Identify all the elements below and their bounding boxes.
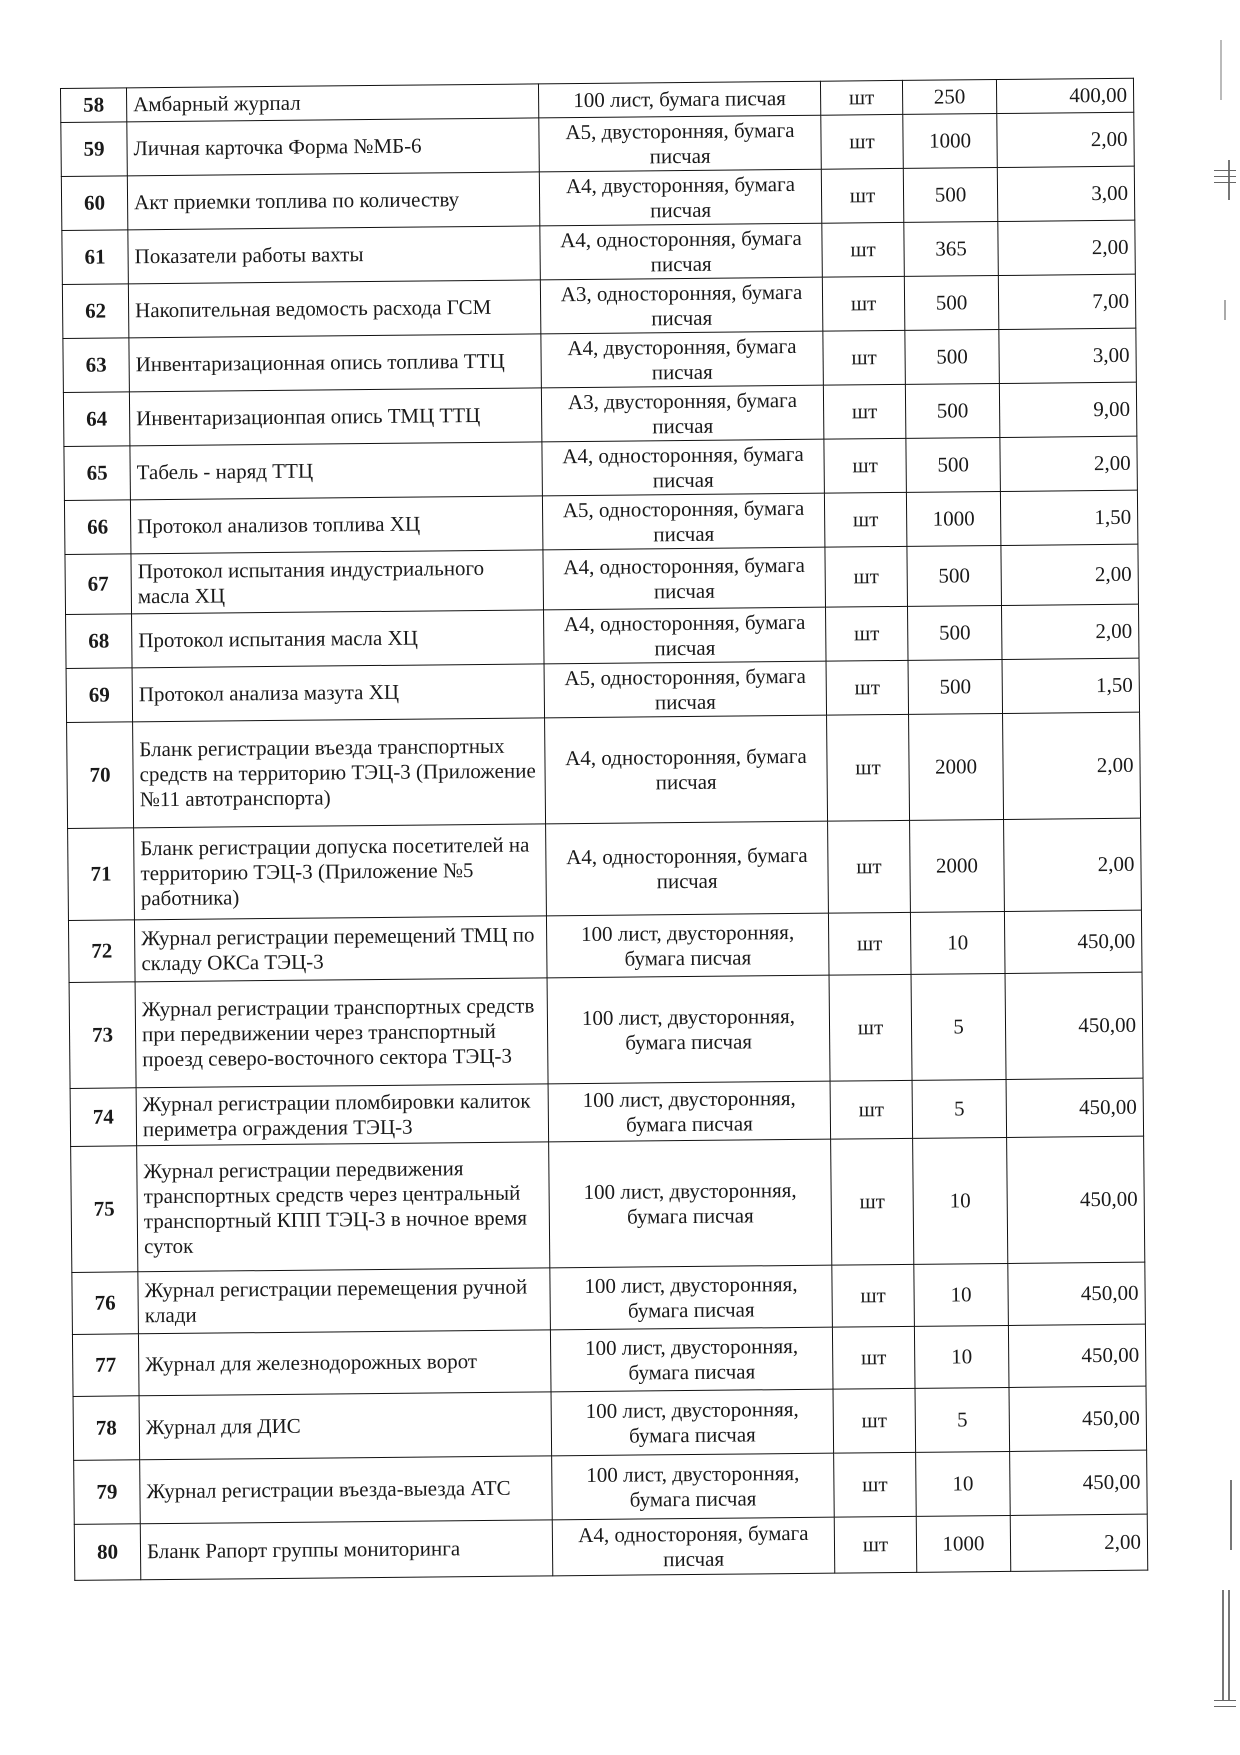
table-row <box>71 1136 1145 1272</box>
item-unit: шт <box>826 660 909 715</box>
item-name: Личная карточка Форма №МБ-6 <box>127 118 539 176</box>
table-row <box>73 1386 1147 1460</box>
row-number: 73 <box>69 982 136 1089</box>
item-unit: шт <box>830 1080 913 1139</box>
item-description: А5, двусторонняя, бумага писчая <box>539 115 822 172</box>
item-quantity: 500 <box>905 383 1000 438</box>
item-price: 450,00 <box>1009 1386 1147 1451</box>
item-name: Инвентаризационпая опись ТМЦ ТТЦ <box>129 388 541 446</box>
row-number: 62 <box>62 284 129 339</box>
table-row <box>72 1324 1146 1396</box>
item-quantity: 250 <box>902 80 996 115</box>
item-quantity: 5 <box>911 973 1006 1080</box>
item-description: 100 лист, двусторонняя, бумага писчая <box>548 1081 831 1142</box>
item-quantity: 10 <box>910 911 1005 974</box>
row-number: 76 <box>72 1272 139 1335</box>
item-quantity: 2000 <box>910 819 1005 912</box>
row-number: 68 <box>66 614 133 669</box>
item-description: 100 лист, двусторонняя, бумага писчая <box>551 1389 834 1456</box>
item-quantity: 5 <box>915 1387 1010 1452</box>
item-description: А5, односторонняя, бумага писчая <box>542 493 825 550</box>
item-description: 100 лист, двусторонняя, бумага писчая <box>547 975 830 1084</box>
row-number: 59 <box>61 122 128 177</box>
row-number: 60 <box>61 176 128 231</box>
table-row <box>68 818 1142 920</box>
item-price: 450,00 <box>1005 972 1143 1079</box>
item-name: Акт приемки топлива по количеству <box>127 172 539 230</box>
item-name: Журнал регистрации въезда-выезда АТС <box>140 1456 553 1524</box>
table-row <box>72 1262 1146 1334</box>
item-price: 2,00 <box>1004 818 1142 911</box>
item-description: А4, односторонняя, бумага писчая <box>544 607 827 664</box>
item-price: 2,00 <box>1010 1514 1148 1571</box>
item-price: 450,00 <box>1008 1262 1146 1325</box>
row-number: 61 <box>62 230 129 285</box>
item-name: Инвентаризационная опись топлива ТТЦ <box>129 334 541 392</box>
item-unit: шт <box>822 222 905 277</box>
item-unit: шт <box>831 1138 914 1265</box>
row-number: 77 <box>72 1334 139 1397</box>
item-price: 2,00 <box>1001 604 1139 659</box>
item-name: Журнал регистрации перемещений ТМЦ по складу ОКСа ТЭЦ-3 <box>134 916 547 982</box>
item-unit: шт <box>821 114 904 169</box>
table-row <box>74 1450 1148 1524</box>
item-name: Накопительная ведомость расхода ГСМ <box>128 280 540 338</box>
item-quantity: 500 <box>903 168 998 223</box>
item-quantity: 10 <box>914 1325 1009 1388</box>
item-quantity: 10 <box>916 1451 1011 1516</box>
item-unit: шт <box>834 1516 917 1573</box>
item-quantity: 1000 <box>903 114 998 169</box>
table-row <box>69 972 1143 1088</box>
table-row <box>70 1078 1144 1146</box>
item-name: Журнал регистрации передвижения транспортных средств через центральный транспортный КПП ТЭЦ-3 в ночное время суток <box>137 1142 550 1272</box>
item-price: 450,00 <box>1007 1136 1145 1263</box>
item-price: 450,00 <box>1006 1078 1144 1137</box>
item-description: А4, односторонняя, бумага писчая <box>543 547 826 610</box>
item-name: Журнал регистрации перемещения ручной клади <box>138 1268 551 1334</box>
item-description: 100 лист, двусторонняя, бумага писчая <box>549 1139 832 1268</box>
row-number: 69 <box>66 668 133 723</box>
item-unit: шт <box>821 168 904 223</box>
item-quantity: 5 <box>912 1079 1007 1138</box>
item-description: А4, односторонняя, бумага писчая <box>542 439 825 496</box>
item-unit: шт <box>832 1264 915 1327</box>
item-price: 450,00 <box>1004 910 1142 973</box>
item-description: 100 лист, двусторонняя, бумага писчая <box>550 1327 833 1392</box>
row-number: 63 <box>63 338 130 393</box>
row-number: 58 <box>60 88 126 123</box>
item-unit: шт <box>828 820 911 913</box>
item-description: А4, односторонняя, бумага писчая <box>546 821 829 916</box>
item-quantity: 1000 <box>906 491 1001 546</box>
item-name: Протокол анализа мазута ХЦ <box>132 664 544 722</box>
row-number: 78 <box>73 1396 140 1461</box>
item-quantity: 500 <box>904 276 999 331</box>
row-number: 74 <box>70 1088 137 1147</box>
item-price: 3,00 <box>999 328 1137 383</box>
item-name: Бланк Рапорт группы мониторинга <box>140 1520 553 1580</box>
row-number: 70 <box>67 722 134 829</box>
row-number: 67 <box>65 554 132 615</box>
item-quantity: 365 <box>904 222 999 277</box>
item-name: Амбарный журпал <box>126 84 538 122</box>
item-name: Бланк регистрации допуска посетителей на территорию ТЭЦ-3 (Приложение №5 работника) <box>134 824 547 920</box>
row-number: 75 <box>71 1146 138 1273</box>
item-name: Протокол анализов топлива ХЦ <box>130 496 542 554</box>
row-number: 80 <box>74 1524 141 1581</box>
item-name: Протокол испытания индустриального масла ХЦ <box>131 550 544 614</box>
item-name: Журнал для железнодорожных ворот <box>138 1330 551 1396</box>
item-quantity: 10 <box>914 1263 1009 1326</box>
item-description: А4, двусторонняя, бумага писчая <box>539 169 822 226</box>
item-name: Бланк регистрации въезда транспортных средств на территорию ТЭЦ-3 (Приложение №11 автотранспорта) <box>133 718 546 828</box>
item-name: Журнал для ДИС <box>139 1392 552 1460</box>
row-number: 66 <box>64 500 131 555</box>
items-table <box>60 78 1148 1581</box>
item-price: 2,00 <box>1000 436 1138 491</box>
item-price: 2,00 <box>1001 544 1139 605</box>
item-quantity: 500 <box>908 659 1003 714</box>
item-price: 2,00 <box>997 112 1135 167</box>
table-row <box>74 1514 1147 1580</box>
item-unit: шт <box>824 438 907 493</box>
item-price: 2,00 <box>998 220 1136 275</box>
item-name: Журнал регистрации транспортных средств при передвижении через транспортный проезд северо-восточного сектора ТЭЦ-3 <box>135 978 548 1088</box>
item-description: А3, односторонняя, бумага писчая <box>540 277 823 334</box>
item-price: 400,00 <box>996 78 1133 113</box>
item-name: Табель - наряд ТТЦ <box>130 442 542 500</box>
item-unit: шт <box>822 276 905 331</box>
item-description: 100 лист, бумага писчая <box>538 81 820 118</box>
item-quantity: 500 <box>907 545 1002 606</box>
item-price: 3,00 <box>997 166 1135 221</box>
item-unit: шт <box>832 1326 915 1389</box>
item-unit: шт <box>833 1388 916 1453</box>
item-quantity: 10 <box>913 1137 1008 1264</box>
item-quantity: 1000 <box>916 1515 1011 1572</box>
item-unit: шт <box>829 974 912 1081</box>
item-description: А4, односторонняя, бумага писчая <box>540 223 823 280</box>
item-name: Протокол испытания масла ХЦ <box>132 610 544 668</box>
item-quantity: 500 <box>907 605 1002 660</box>
item-quantity: 2000 <box>909 713 1004 820</box>
item-price: 1,50 <box>1000 490 1138 545</box>
item-price: 2,00 <box>1003 712 1141 819</box>
item-unit: шт <box>834 1452 917 1517</box>
item-price: 450,00 <box>1008 1324 1146 1387</box>
item-unit: шт <box>827 714 910 821</box>
row-number: 71 <box>68 828 135 921</box>
item-unit: шт <box>823 384 906 439</box>
item-description: 100 лист, двусторонняя, бумага писчая <box>546 913 829 978</box>
item-price: 7,00 <box>998 274 1136 329</box>
item-unit: шт <box>828 912 911 975</box>
item-unit: шт <box>825 546 908 607</box>
row-number: 72 <box>68 920 135 983</box>
table-row <box>65 544 1139 614</box>
item-quantity: 500 <box>906 437 1001 492</box>
item-price: 1,50 <box>1002 658 1140 713</box>
item-description: 100 лист, двусторонняя, бумага писчая <box>552 1453 835 1520</box>
item-unit: шт <box>820 80 902 115</box>
row-number: 79 <box>74 1460 141 1525</box>
table-row <box>68 910 1142 982</box>
items-table-body <box>60 78 1147 1580</box>
table-row <box>67 712 1141 828</box>
item-description: А4, односторонняя, бумага писчая <box>545 715 828 824</box>
item-price: 450,00 <box>1010 1450 1148 1515</box>
item-name: Журнал регистрации пломбировки калиток периметра ограждения ТЭЦ-3 <box>136 1084 549 1146</box>
item-description: А5, односторонняя, бумага писчая <box>544 661 827 718</box>
item-unit: шт <box>824 492 907 547</box>
item-description: А4, одностороняя, бумага писчая <box>552 1517 835 1576</box>
item-description: А4, двусторонняя, бумага писчая <box>541 331 824 388</box>
row-number: 65 <box>64 446 131 501</box>
item-description: А3, двусторонняя, бумага писчая <box>541 385 824 442</box>
item-description: 100 лист, двусторонняя, бумага писчая <box>550 1265 833 1330</box>
scan-edge-marks <box>1200 0 1240 1754</box>
row-number: 64 <box>63 392 130 447</box>
item-unit: шт <box>823 330 906 385</box>
item-price: 9,00 <box>999 382 1137 437</box>
item-quantity: 500 <box>905 329 1000 384</box>
item-unit: шт <box>825 606 908 661</box>
item-name: Показатели работы вахты <box>128 226 540 284</box>
